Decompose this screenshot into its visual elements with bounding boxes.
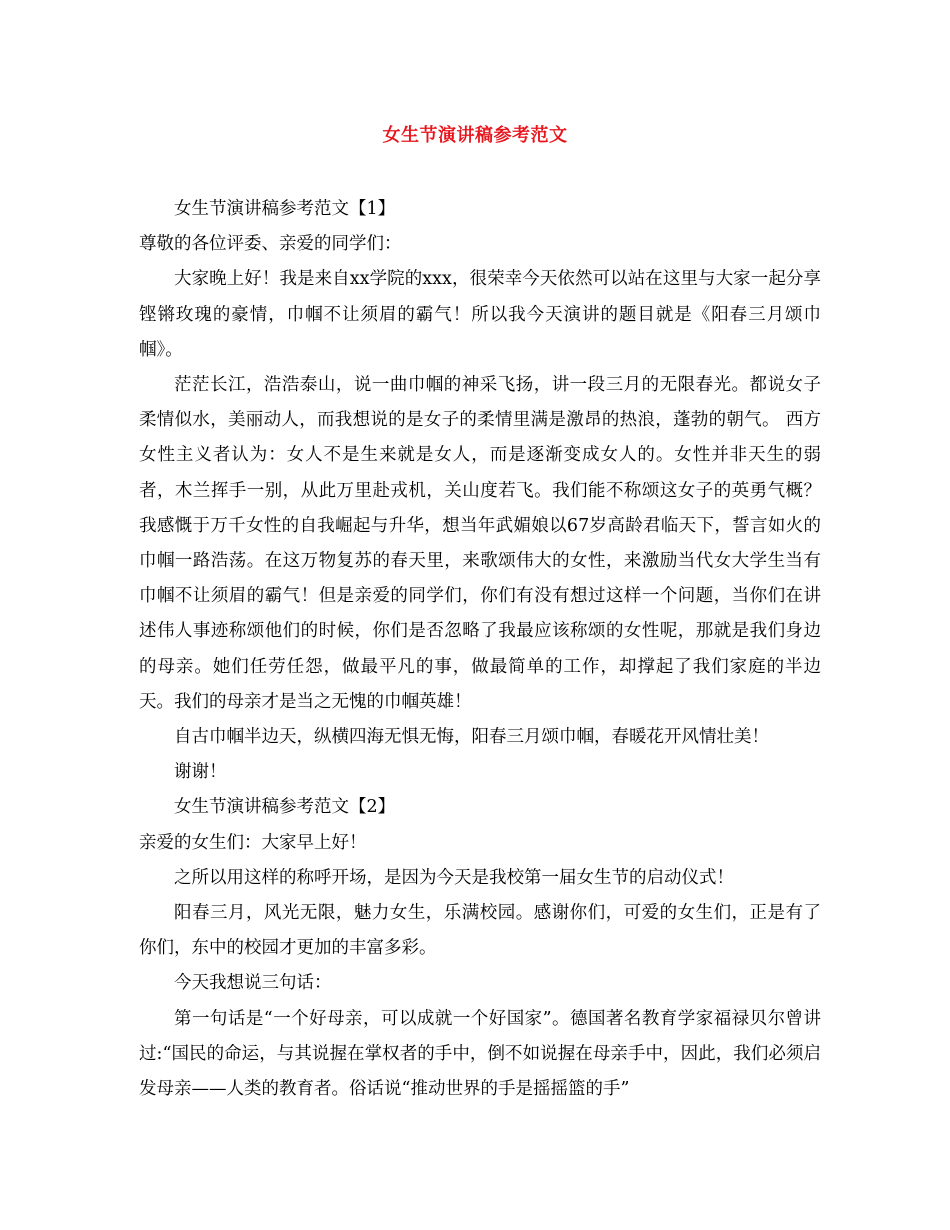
paragraph: 今天我想说三句话： [174,973,332,994]
paragraph: 之所以用这样的称呼开场，是因为今天是我校第一届女生节的启动仪式！ [174,867,734,888]
paragraph: 大家晚上好！我是来自xx学院的xxx，很荣幸今天依然可以站在这里与大家一起分享铿锵玫瑰的豪情，巾帼不让须眉的霸气！所以我今天演讲的题目就是《阳春三月颂巾帼》。 [139,269,821,360]
paragraph: 自古巾帼半边天，纵横四海无惧无悔，阳春三月颂巾帼，春暖花开风情壮美！ [174,727,769,748]
section-heading-2: 女生节演讲稿参考范文【2】 [174,797,396,818]
paragraph: 谢谢！ [174,762,227,783]
paragraph: 阳春三月，风光无限，魅力女生，乐满校园。感谢你们，可爱的女生们，正是有了你们，东中的校园才更加的丰富多彩。 [139,903,821,959]
document-body [139,192,821,1107]
paragraph: 茫茫长江，浩浩泰山，说一曲巾帼的神采飞扬，讲一段三月的无限春光。都说女子柔情似水，美丽动人，而我想说的是女子的柔情里满是激昂的热浪，蓬勃的朝气。 西方女性主义者认为：女人不是生来就是女人，而是逐渐变成女人的。女性并非天生的弱者，木兰挥手一别，从此万里赴戎机，关山度若飞。我们能不称颂这女子的英勇气概？我感慨于万千女性的自我崛起与升华，想当年武媚娘以67岁高龄君临天下，誓言如火的巾帼一路浩荡。在这万物复苏的春天里，来歌颂伟大的女性，来激励当代女大学生当有巾帼不让须眉的霸气！但是亲爱的同学们，你们有没有想过这样一个问题，当你们在讲述伟人事迹称颂他们的时候，你们是否忽略了我最应该称颂的女性呢，那就是我们身边的母亲。她们任劳任怨，做最平凡的事，做最简单的工作，却撑起了我们家庭的半边天。我们的母亲才是当之无愧的巾帼英雄！ [139,375,821,712]
document-title: 女生节演讲稿参考范文 [382,125,568,146]
section-heading-1: 女生节演讲稿参考范文【1】 [174,199,396,219]
salutation: 亲爱的女生们：大家早上好！ [139,832,367,853]
paragraph: 第一句话是“一个好母亲，可以成就一个好国家”。德国著名教育学家福禄贝尔曾讲过:“国民的命运，与其说握在掌权者的手中，倒不如说握在母亲手中，因此，我们必须启发母亲——人类的教育者。俗话说“推动世界的手是摇摇篮的手” [139,1008,821,1100]
salutation: 尊敬的各位评委、亲爱的同学们： [139,234,402,255]
